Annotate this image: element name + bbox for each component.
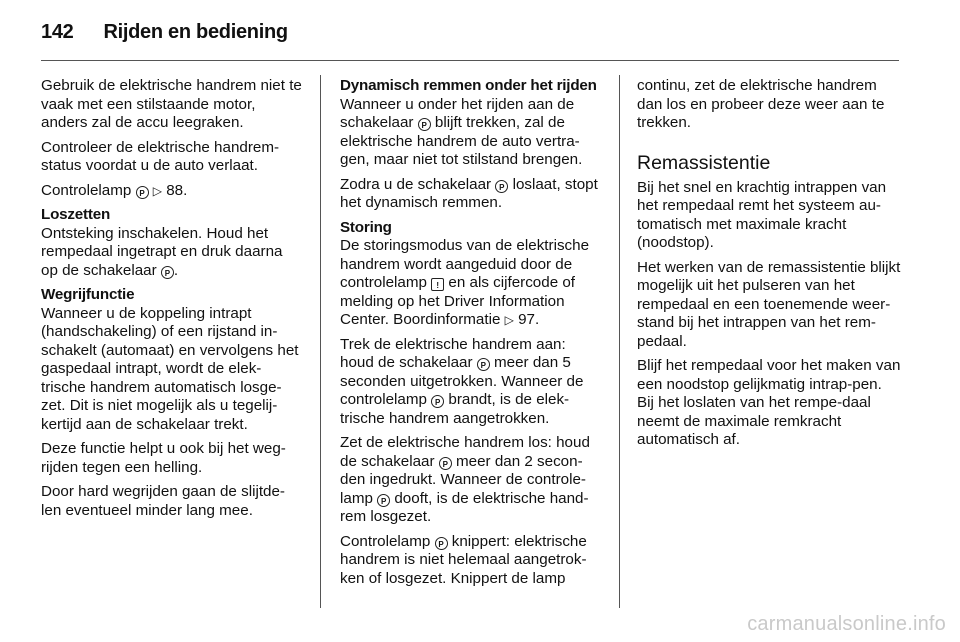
column-divider-2 [619, 75, 620, 608]
section-heading: Loszetten [41, 206, 111, 223]
parking-brake-icon: P [439, 457, 452, 470]
column-divider-1 [320, 75, 321, 608]
text-run: meer dan 2 secon-den ingedrukt. Wanneer de controle-lamp [340, 452, 586, 507]
parking-brake-icon: P [477, 358, 490, 371]
paragraph: Door hard wegrijden gaan de slijtde-len eventueel minder lang mee. [41, 483, 285, 519]
section-heading: Storing [340, 218, 392, 236]
warning-service-icon: ! [431, 278, 444, 291]
paragraph [340, 533, 602, 589]
parking-brake-icon: P [431, 395, 444, 408]
text-run: loslaat, stopt het dynamisch remmen. [340, 175, 598, 211]
parking-brake-icon: P [161, 266, 174, 279]
text-run: meer dan 5 seconden uitgetrokken. Wanneer de controlelamp [340, 354, 584, 408]
header-divider [41, 60, 899, 61]
text-run: Ontsteking inschakelen. Houd het rempedaal ingetrapt en druk daarna op de schakelaar [41, 224, 283, 279]
text-run: Zet de elektrische handrem los: houd de schakelaar [340, 434, 590, 470]
paragraph: continu, zet de elektrische handrem dan los en probeer deze weer aan te trekken. [637, 77, 885, 131]
paragraph [41, 225, 303, 281]
text-run: dooft, is de elektrische hand-rem losgezet. [340, 489, 589, 525]
text-run: Zodra u de schakelaar [340, 175, 496, 193]
text-run: en als cijfercode of melding op het Driver Information Center. Boordinformatie [340, 274, 576, 328]
paragraph: Het werken van de remassistentie blijkt mogelijk uit het pulseren van het rempedaal en een toenemende weer-stand bij het intrappen van het rem-pedaal. [637, 258, 901, 350]
text-run: Controlelamp [41, 181, 136, 199]
text-column-3 [637, 77, 901, 456]
page-reference-arrow-icon: ▷ [504, 313, 514, 327]
page-header [41, 16, 288, 48]
parking-brake-icon: P [435, 537, 448, 550]
text-run: Wanneer u onder het rijden aan de schakelaar [340, 95, 575, 131]
text-column-2 [340, 77, 602, 594]
paragraph [340, 176, 602, 213]
paragraph: Controleer de elektrische handrem-status voordat u de auto verlaat. [41, 138, 280, 174]
parking-brake-icon: P [377, 494, 390, 507]
text-run: brandt, is de elek-trische handrem aangetrokken. [340, 391, 570, 427]
parking-brake-icon: P [136, 186, 149, 199]
paragraph: Wanneer u de koppeling intrapt (handschakeling) of een rijstand in-schakelt (automaat) en vervolgens het gaspedaal intrapt, wordt de elek-trische handrem automatisch losge-zet. Dit is niet mogelijk als u tegelij-kertijd aan de schakelaar trekt. [41, 304, 299, 433]
paragraph [340, 96, 602, 170]
section-heading: Wegrijfunctie [41, 286, 135, 303]
paragraph [340, 434, 602, 527]
section-heading: Dynamisch remmen onder het rijden [340, 77, 597, 94]
paragraph: Bij het snel en krachtig intrappen van het rempedaal remt het systeem au-tomatisch met maximale kracht (noodstop). [637, 178, 887, 251]
text-run: blijft trekken, zal de elektrische handrem de auto vertra-gen, maar niet tot stilstand brengen. [340, 114, 583, 168]
parking-brake-icon: P [495, 180, 508, 193]
paragraph [41, 182, 303, 201]
paragraph [340, 336, 602, 429]
text-run: 88. [162, 181, 188, 199]
text-run: knippert: elektrische handrem is niet helemaal aangetrok-ken of losgezet. Knippert de lamp [340, 532, 587, 587]
text-run: Trek de elektrische handrem aan: houd de schakelaar [340, 335, 566, 371]
watermark: carmanualsonline.info [747, 613, 946, 635]
text-run: . [173, 261, 179, 279]
paragraph: Deze functie helpt u ook bij het weg-rijden tegen een helling. [41, 440, 286, 476]
paragraph [340, 237, 602, 330]
text-column-1 [41, 77, 303, 526]
text-run: 97. [513, 311, 540, 328]
page-reference-arrow-icon: ▷ [152, 183, 163, 198]
text-run: De storingsmodus van de elektrische handrem wordt aangeduid door de controlelamp [340, 237, 590, 291]
page-number: 142 [41, 20, 74, 43]
parking-brake-icon: P [418, 118, 431, 131]
chapter-title: Rijden en bediening [103, 20, 288, 43]
section-title: Remassistentie [637, 151, 771, 174]
text-run: Controlelamp [340, 532, 435, 550]
paragraph: Gebruik de elektrische handrem niet te vaak met een stilstaande motor, anders zal de accu leegraken. [41, 77, 302, 131]
paragraph: Blijf het rempedaal voor het maken van een noodstop gelijkmatig intrap-pen. Bij het loslaten van het rempe-daal neemt de maximale remkracht automatisch af. [637, 357, 901, 448]
